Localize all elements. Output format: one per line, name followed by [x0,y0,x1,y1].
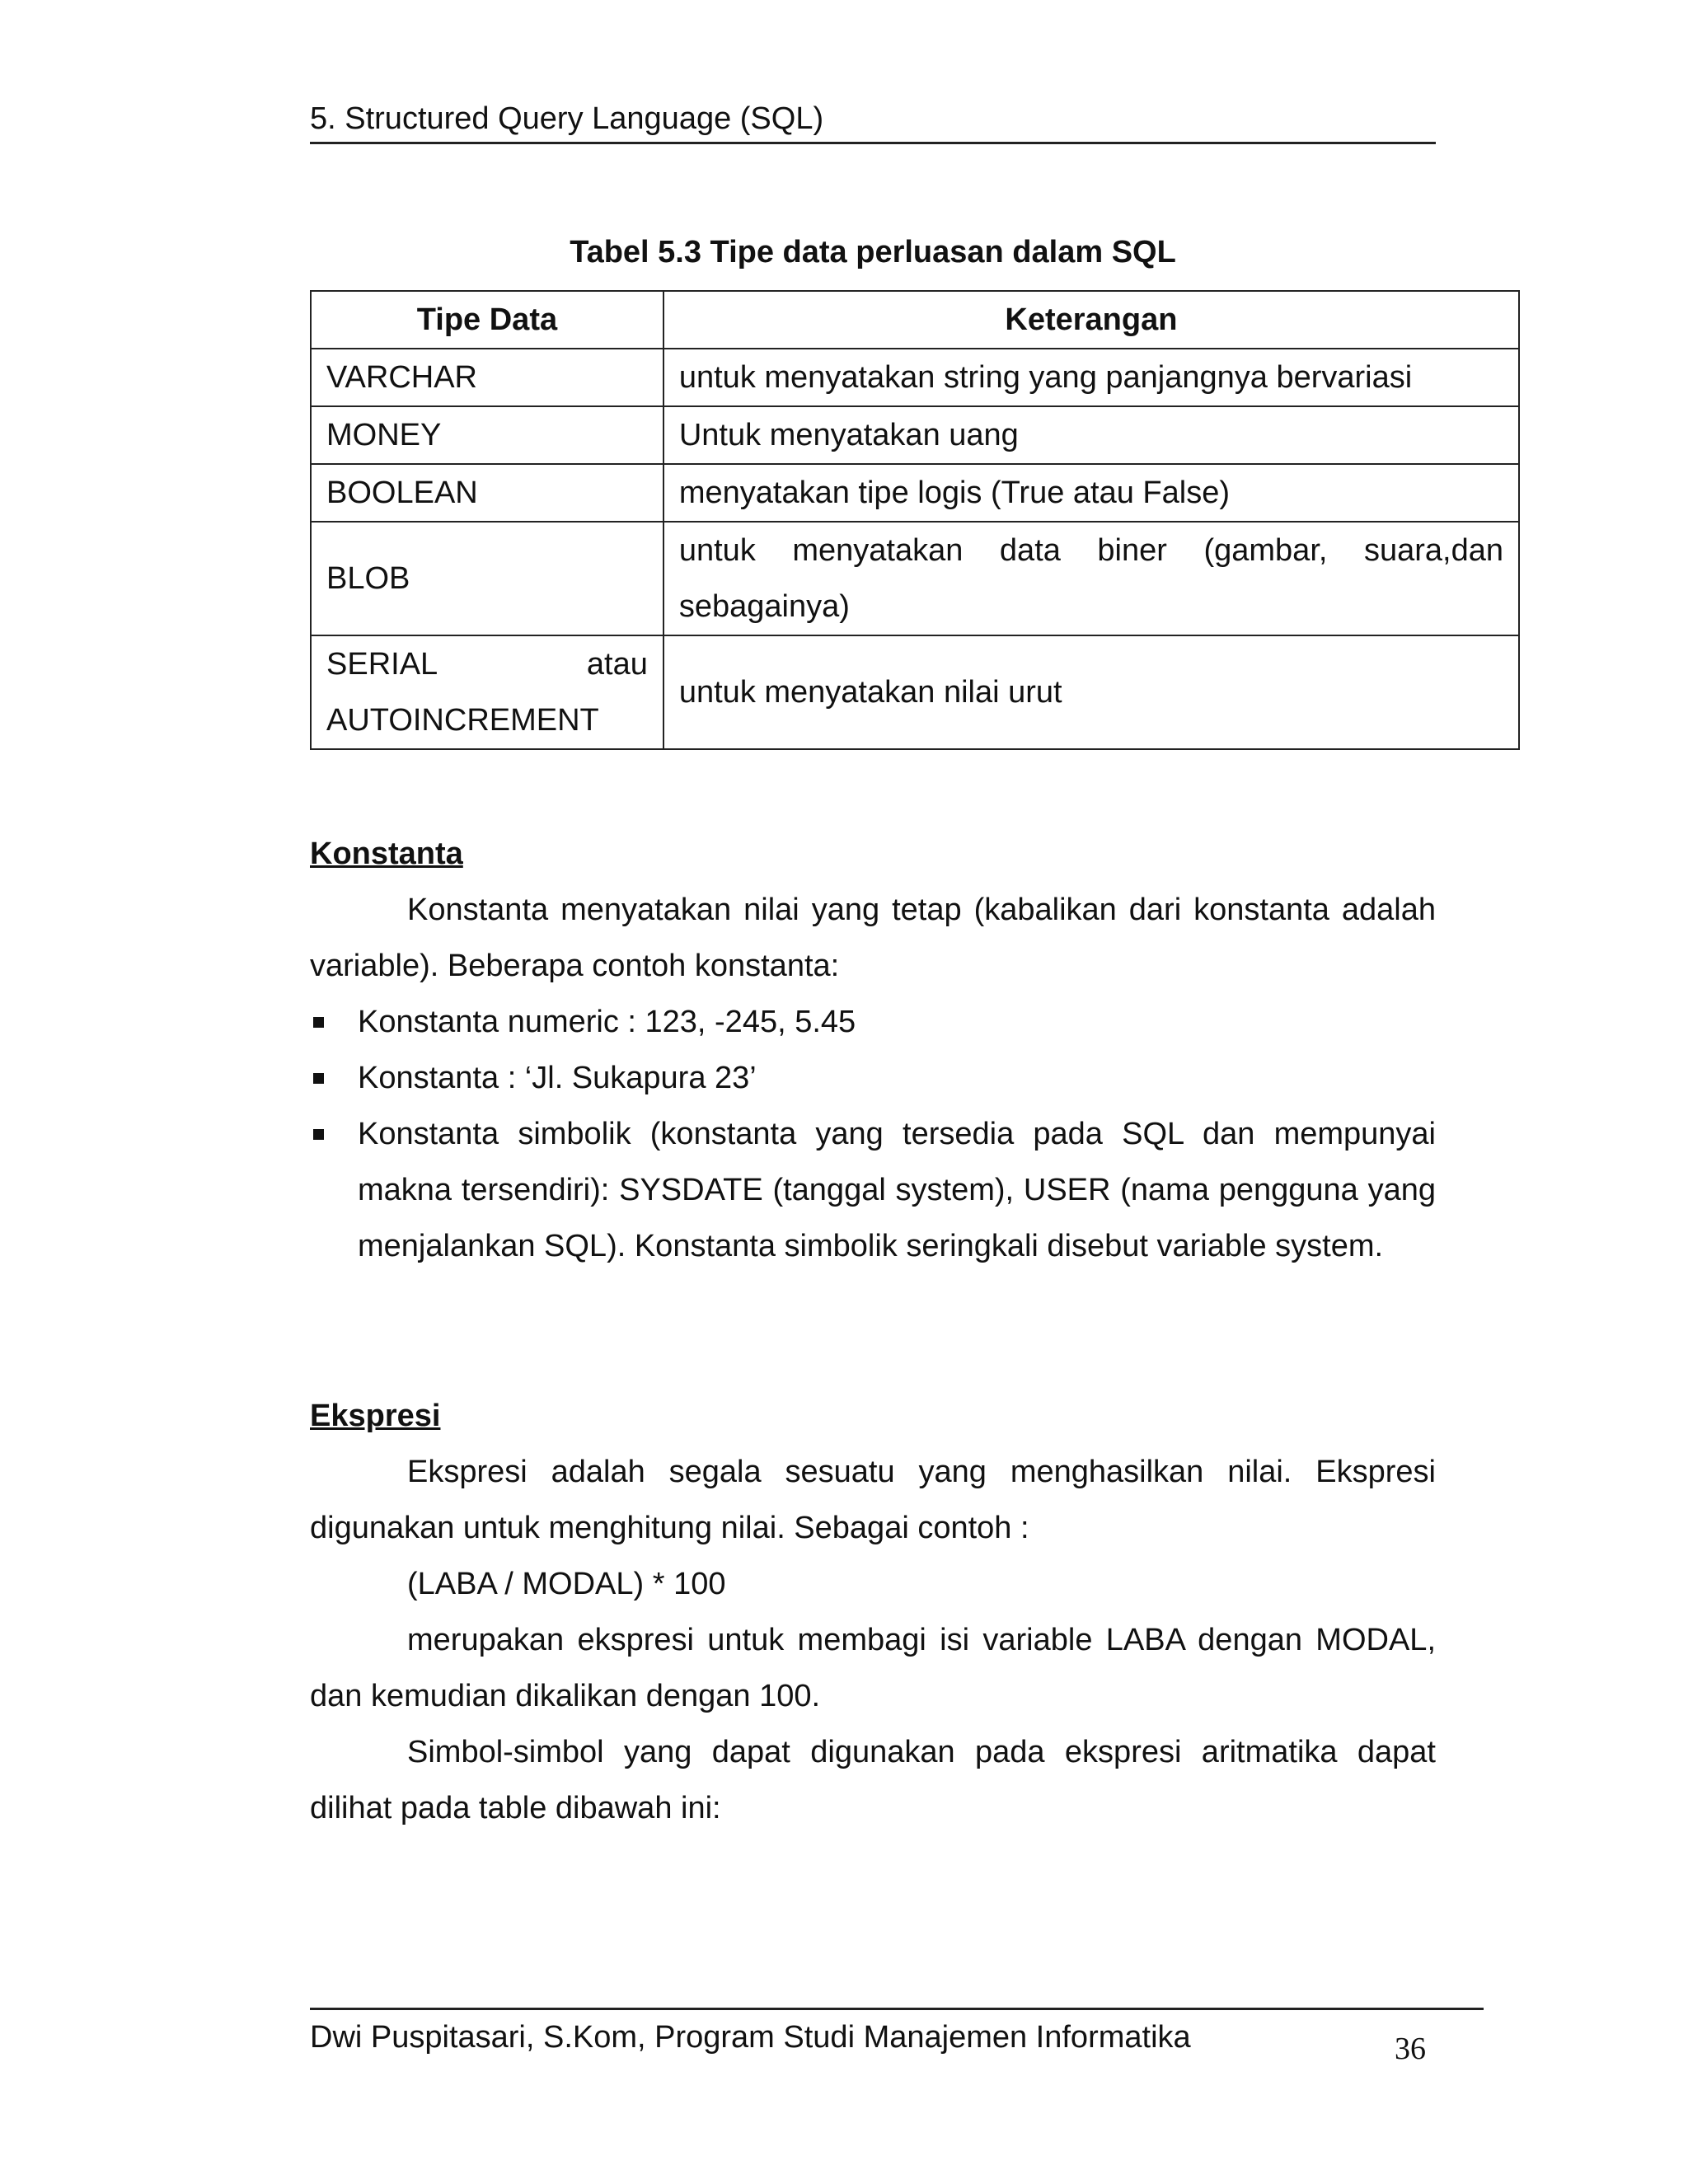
running-header: 5. Structured Query Language (SQL) [310,97,1436,144]
square-bullet-icon [313,1073,324,1084]
ekspresi-closing: Simbol-simbol yang dapat digunakan pada ekspresi aritmatika dapat dilihat pada table dibawah ini: [310,1735,1436,1825]
list-item [310,994,1436,1050]
square-bullet-icon [313,1017,324,1028]
cell-description [663,522,1519,635]
list-item [310,1106,1436,1274]
ekspresi-intro: Ekspresi adalah segala sesuatu yang menghasilkan nilai. Ekspresi digunakan untuk menghitung nilai. Sebagai contoh : [310,1455,1436,1545]
table-row [311,349,1519,406]
list-item-text: Konstanta simbolik (konstanta yang tersedia pada SQL dan mempunyai makna tersendiri): SYSDATE (tanggal system), USER (nama pengguna yang menjalankan SQL). Konstanta simbolik seringkali disebut variable system. [358,1117,1436,1263]
konstanta-intro: Konstanta menyatakan nilai yang tetap (kabalikan dari konstanta adalah variable). Beberapa contoh konstanta: [310,893,1436,983]
cell-type-line: AUTOINCREMENT [326,703,599,738]
page-number: 36 [1395,2032,1426,2066]
cell-type: BLOB [311,522,663,635]
cell-type-line: SERIAL atau [326,647,648,682]
cell-type: BOOLEAN [311,464,663,522]
cell-description: menyatakan tipe logis (True atau False) [663,464,1519,522]
cell-description: untuk menyatakan string yang panjangnya bervariasi [663,349,1519,406]
cell-description: Untuk menyatakan uang [663,406,1519,464]
table-row [311,635,1519,749]
cell-description-line: untuk menyatakan data biner (gambar, suara,dan [678,533,1503,568]
list-item [310,1050,1436,1106]
column-header-type: Tipe Data [311,291,663,349]
table-caption: Tabel 5.3 Tipe data perluasan dalam SQL [570,235,1176,269]
table-row [311,406,1519,464]
konstanta-list [310,994,1436,1274]
square-bullet-icon [313,1129,324,1140]
cell-type: MONEY [311,406,663,464]
list-item-text: Konstanta : ‘Jl. Sukapura 23’ [358,1061,757,1095]
table-row [311,522,1519,635]
data-type-table [310,290,1520,750]
cell-description-line: sebagainya) [678,589,850,624]
table-header-row [311,291,1519,349]
column-header-description: Keterangan [663,291,1519,349]
cell-description: untuk menyatakan nilai urut [663,635,1519,749]
cell-type [311,635,663,749]
list-item-text: Konstanta numeric : 123, -245, 5.45 [358,1005,856,1039]
ekspresi-explanation: merupakan ekspresi untuk membagi isi variable LABA dengan MODAL, dan kemudian dikalikan dengan 100. [310,1623,1436,1713]
section-heading-konstanta: Konstanta [310,837,463,871]
table-row [311,464,1519,522]
cell-type: VARCHAR [311,349,663,406]
footer-author: Dwi Puspitasari, S.Kom, Program Studi Manajemen Informatika [310,2020,1191,2055]
footer-divider [310,2008,1484,2010]
section-heading-ekspresi: Ekspresi [310,1399,441,1433]
expression-example: (LABA / MODAL) * 100 [407,1567,726,1601]
